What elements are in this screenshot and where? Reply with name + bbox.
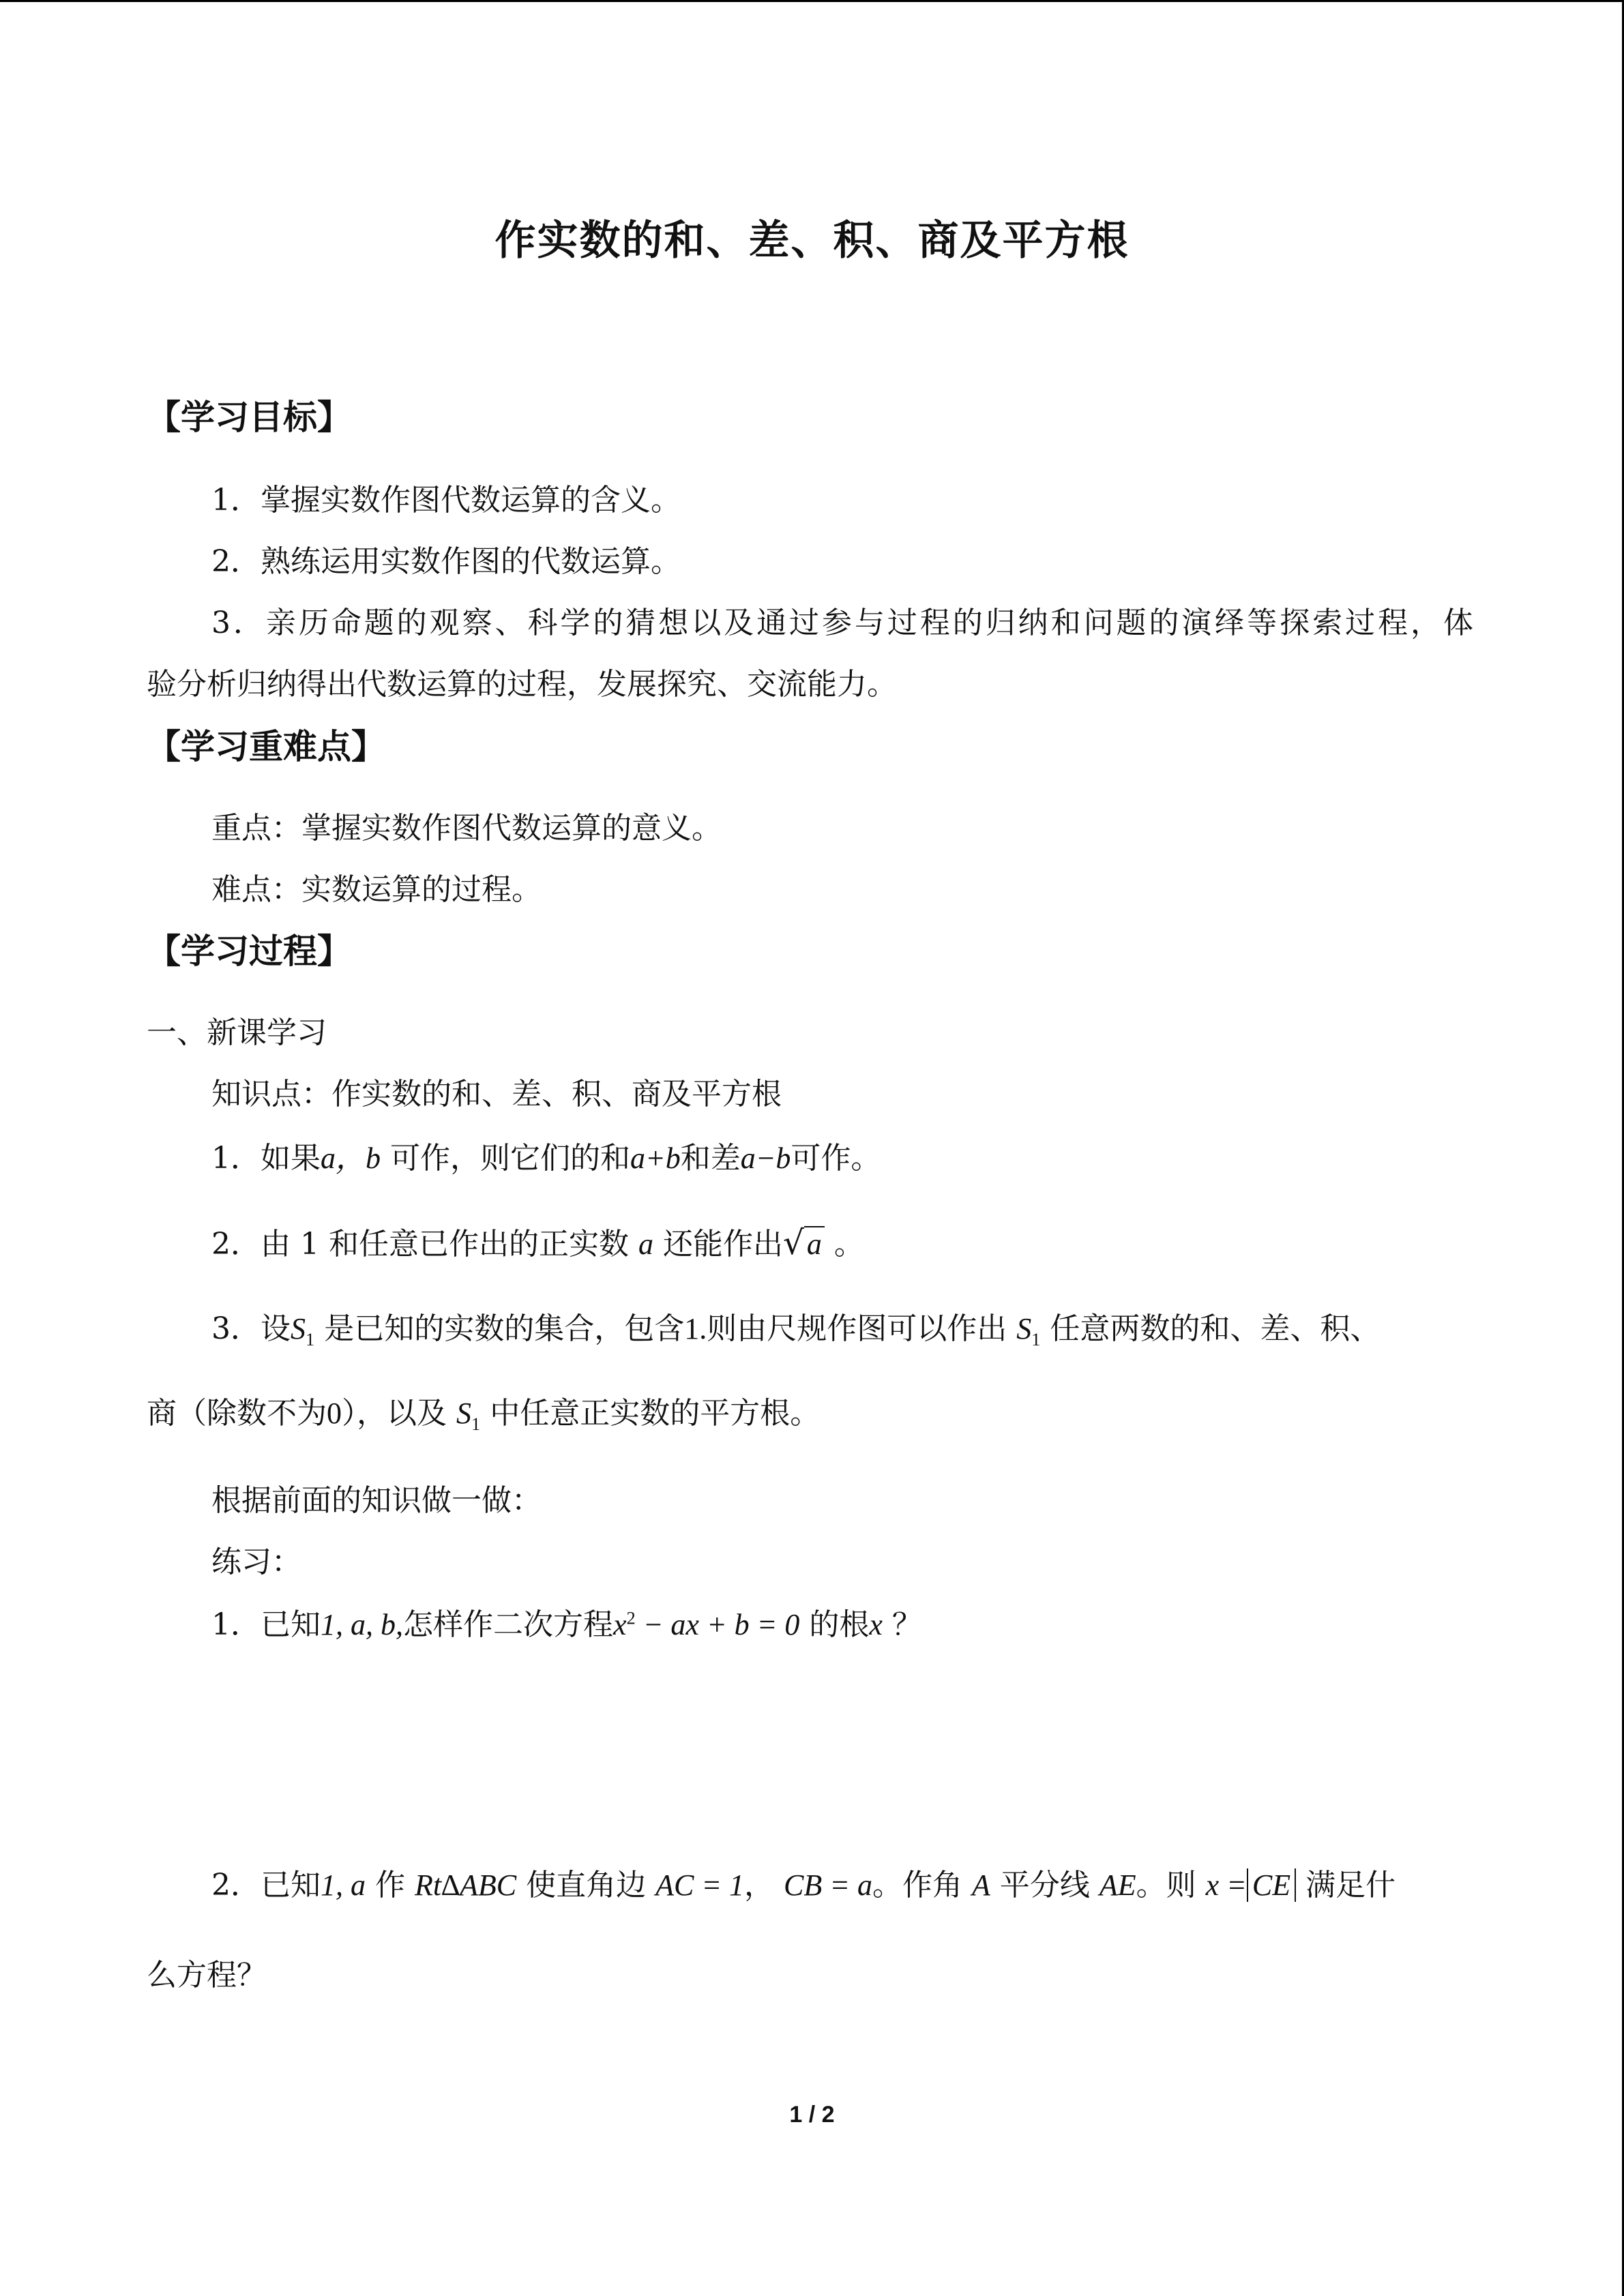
eq-x: x bbox=[613, 1608, 627, 1641]
knowledge-item-2 bbox=[211, 1219, 864, 1263]
math-set: S bbox=[291, 1312, 306, 1345]
text: 。 bbox=[833, 1227, 864, 1262]
math-cb: CB = a bbox=[784, 1868, 872, 1902]
page-title: 作实数的和、差、积、商及平方根 bbox=[494, 217, 1130, 265]
math-x-equals: x = bbox=[1205, 1868, 1247, 1902]
text: 作 bbox=[375, 1868, 405, 1903]
text: 平分线 bbox=[999, 1868, 1090, 1903]
text: 的根 bbox=[809, 1607, 870, 1642]
knowledge-point: 知识点：作实数的和、差、积、商及平方根 bbox=[211, 1077, 782, 1112]
eq-rest: − ax + b = 0 bbox=[635, 1608, 800, 1641]
section-heading-keypoints: 【学习重难点】 bbox=[147, 727, 385, 766]
math-angle-a: A bbox=[971, 1868, 990, 1902]
sqrt-a: √a bbox=[783, 1224, 825, 1262]
part-one-heading: 一、新课学习 bbox=[147, 1015, 327, 1050]
text: 则由尺规作图可以作出 bbox=[707, 1311, 1007, 1346]
math-sum: a+b bbox=[630, 1142, 681, 1175]
difficult-point: 难点：实数运算的过程。 bbox=[211, 872, 542, 907]
text: 1．如果 bbox=[211, 1141, 321, 1176]
math-abs-ce: CE bbox=[1247, 1868, 1296, 1902]
text: 。则 bbox=[1136, 1868, 1196, 1903]
eq-exponent: 2 bbox=[626, 1607, 636, 1628]
section-heading-goals: 【学习目标】 bbox=[147, 398, 351, 437]
text: 满足什 bbox=[1305, 1868, 1396, 1903]
text: 。作角 bbox=[872, 1868, 962, 1903]
text: 任意两数的和、差、积、 bbox=[1050, 1311, 1381, 1346]
math-sub: 1 bbox=[306, 1328, 315, 1350]
knowledge-item-3-line-1 bbox=[211, 1304, 1381, 1350]
goal-item-3-line-1: 3．亲历命题的观察、科学的猜想以及通过参与过程的归纳和问题的演绎等探索过程，体 bbox=[211, 606, 1473, 640]
text: ？ bbox=[891, 1607, 922, 1642]
text: ），以及 bbox=[342, 1396, 447, 1431]
math-one: 1. bbox=[684, 1312, 707, 1345]
math-ac: AC = 1 bbox=[655, 1868, 745, 1902]
sqrt-radicand: a bbox=[804, 1226, 825, 1261]
text: 可作，则它们的和 bbox=[390, 1141, 630, 1176]
goal-item-3-line-2: 验分析归纳得出代数运算的过程，发展探究、交流能力。 bbox=[147, 667, 897, 702]
text: ， bbox=[744, 1868, 775, 1903]
page-number: 1 / 2 bbox=[789, 2102, 835, 2128]
text: 2．由 1 和任意已作出的正实数 bbox=[211, 1227, 629, 1262]
knowledge-item-1 bbox=[211, 1133, 881, 1177]
practice-intro: 根据前面的知识做一做： bbox=[211, 1483, 542, 1518]
text: 怎样作二次方程 bbox=[403, 1607, 613, 1642]
practice-item-2-line-2: 么方程？ bbox=[147, 1958, 267, 1993]
math-sub: 1 bbox=[1031, 1328, 1041, 1350]
text: 3．设 bbox=[211, 1311, 291, 1346]
math-vars: a，b bbox=[321, 1142, 381, 1175]
practice-item-1 bbox=[211, 1600, 922, 1643]
text: 中任意正实数的平方根。 bbox=[490, 1396, 821, 1431]
quadratic-equation bbox=[613, 1608, 799, 1641]
text: 使直角边 bbox=[526, 1868, 647, 1903]
section-heading-process: 【学习过程】 bbox=[147, 931, 351, 971]
math-set: S bbox=[456, 1397, 471, 1430]
text: 和差 bbox=[680, 1141, 741, 1176]
text: 还能作出 bbox=[662, 1227, 783, 1262]
math-given: 1, a, b, bbox=[321, 1608, 403, 1641]
text: 是已知的实数的集合，包含 bbox=[324, 1311, 685, 1346]
math-triangle: Rt∆ABC bbox=[415, 1868, 517, 1902]
math-set: S bbox=[1016, 1312, 1032, 1345]
text: 可作。 bbox=[791, 1141, 881, 1176]
practice-item-2-line-1 bbox=[211, 1860, 1396, 1904]
text: 2．已知 bbox=[211, 1868, 321, 1903]
math-diff: a−b bbox=[740, 1142, 791, 1175]
text: 商（除数不为 bbox=[147, 1396, 327, 1431]
math-var: x bbox=[869, 1608, 883, 1641]
math-ae: AE bbox=[1099, 1868, 1136, 1902]
goal-item-2: 2．熟练运用实数作图的代数运算。 bbox=[211, 544, 681, 579]
math-var: a bbox=[638, 1227, 653, 1261]
goal-item-1: 1．掌握实数作图代数运算的含义。 bbox=[211, 483, 681, 518]
knowledge-item-3-line-2 bbox=[147, 1388, 820, 1432]
text: 1．已知 bbox=[211, 1607, 321, 1642]
math-zero: 0 bbox=[327, 1397, 342, 1430]
practice-label: 练习： bbox=[211, 1545, 301, 1579]
math-given: 1, a bbox=[321, 1868, 366, 1902]
math-sub: 1 bbox=[471, 1413, 481, 1434]
key-point: 重点：掌握实数作图代数运算的意义。 bbox=[211, 811, 722, 846]
